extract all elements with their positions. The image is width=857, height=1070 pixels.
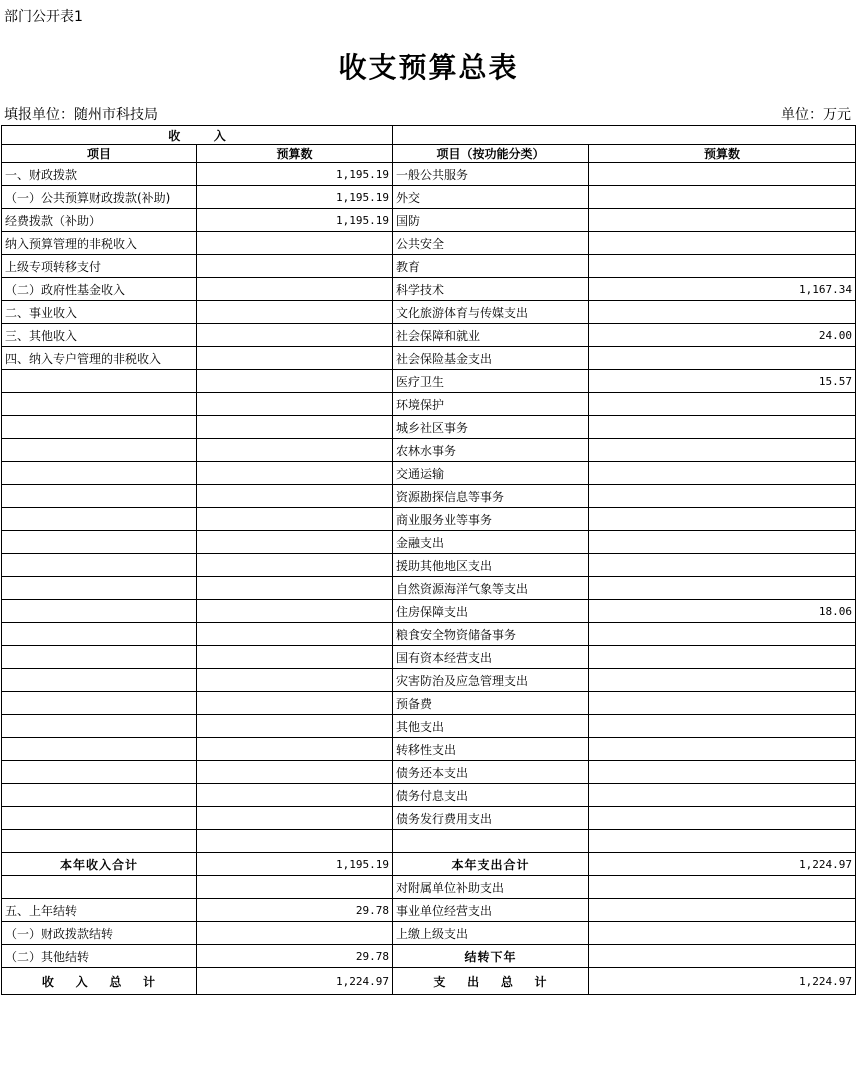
income-item-cell: 二、事业收入	[2, 301, 197, 324]
expense-budget-cell	[589, 554, 856, 577]
income-budget-cell	[197, 922, 393, 945]
expense-item-cell: 公共安全	[393, 232, 589, 255]
income-item-cell	[2, 876, 197, 899]
col-item-header: 项目	[2, 145, 197, 163]
expense-item-cell: 资源勘探信息等事务	[393, 485, 589, 508]
income-budget-cell: 29.78	[197, 899, 393, 922]
expense-item-cell: 住房保障支出	[393, 600, 589, 623]
table-row	[2, 278, 856, 301]
income-budget-cell: 1,195.19	[197, 163, 393, 186]
expense-item-cell: 事业单位经营支出	[393, 899, 589, 922]
table-row	[2, 577, 856, 600]
income-item-cell	[2, 531, 197, 554]
income-item-cell: 三、其他收入	[2, 324, 197, 347]
table-row	[2, 715, 856, 738]
table-row	[2, 209, 856, 232]
income-budget-cell	[197, 531, 393, 554]
income-item-cell	[2, 623, 197, 646]
table-row	[2, 416, 856, 439]
expense-item-cell: 一般公共服务	[393, 163, 589, 186]
expense-budget-cell	[589, 508, 856, 531]
income-budget-cell	[197, 232, 393, 255]
income-budget-cell	[197, 347, 393, 370]
income-budget-cell	[197, 761, 393, 784]
expense-budget-cell	[589, 485, 856, 508]
expense-budget-cell	[589, 715, 856, 738]
expense-item-cell: 粮食安全物资储备事务	[393, 623, 589, 646]
income-budget-cell	[197, 485, 393, 508]
income-budget-cell	[197, 255, 393, 278]
expense-item-cell: 债务还本支出	[393, 761, 589, 784]
income-item-cell	[2, 738, 197, 761]
income-item-cell: 上级专项转移支付	[2, 255, 197, 278]
income-item-cell: （二）其他结转	[2, 945, 197, 968]
expense-item-cell: 交通运输	[393, 462, 589, 485]
table-row	[2, 554, 856, 577]
table-row	[2, 186, 856, 209]
expense-item-cell: 国有资本经营支出	[393, 646, 589, 669]
expense-item-cell: 预备费	[393, 692, 589, 715]
table-row	[2, 462, 856, 485]
table-row	[2, 623, 856, 646]
document-label: 部门公开表1	[4, 9, 83, 25]
expense-budget-cell	[589, 439, 856, 462]
expense-budget-cell	[589, 692, 856, 715]
income-budget-cell	[197, 646, 393, 669]
expense-item-cell: 医疗卫生	[393, 370, 589, 393]
income-item-cell: （一）公共预算财政拨款(补助)	[2, 186, 197, 209]
table-row	[2, 669, 856, 692]
expense-budget-cell	[589, 945, 856, 968]
table-row	[2, 485, 856, 508]
expense-budget-cell	[589, 623, 856, 646]
income-budget-cell	[197, 876, 393, 899]
expense-budget-cell	[589, 784, 856, 807]
col-func-item-header: 项目（按功能分类）	[393, 145, 589, 163]
income-budget-cell: 1,195.19	[197, 186, 393, 209]
income-item-cell: 经费拨款（补助）	[2, 209, 197, 232]
income-item-cell: （二）政府性基金收入	[2, 278, 197, 301]
table-row	[2, 692, 856, 715]
income-item-cell	[2, 462, 197, 485]
income-budget-cell	[197, 416, 393, 439]
expense-item-cell: 对附属单位补助支出	[393, 876, 589, 899]
table-row	[2, 899, 856, 922]
table-row	[2, 646, 856, 669]
income-item-cell	[2, 508, 197, 531]
table-row	[2, 738, 856, 761]
income-budget-cell	[197, 324, 393, 347]
expense-budget-cell: 1,167.34	[589, 278, 856, 301]
expense-item-cell: 文化旅游体育与传媒支出	[393, 301, 589, 324]
table-row	[2, 393, 856, 416]
income-item-cell	[2, 692, 197, 715]
expense-item-cell: 本年支出合计	[393, 853, 589, 876]
income-item-cell	[2, 577, 197, 600]
expense-item-cell	[393, 830, 589, 853]
expense-item-cell: 债务发行费用支出	[393, 807, 589, 830]
expense-budget-cell	[589, 830, 856, 853]
expense-item-cell: 教育	[393, 255, 589, 278]
expense-item-cell: 援助其他地区支出	[393, 554, 589, 577]
income-budget-cell	[197, 577, 393, 600]
table-row	[2, 324, 856, 347]
expense-budget-cell	[589, 807, 856, 830]
expense-budget-cell	[589, 163, 856, 186]
expense-budget-cell	[589, 646, 856, 669]
expense-budget-cell	[589, 669, 856, 692]
expense-budget-cell: 18.06	[589, 600, 856, 623]
col-budget-header: 预算数	[197, 145, 393, 163]
income-budget-cell	[197, 692, 393, 715]
expense-budget-cell: 24.00	[589, 324, 856, 347]
expense-budget-cell	[589, 462, 856, 485]
expense-budget-cell	[589, 876, 856, 899]
expense-item-cell: 环境保护	[393, 393, 589, 416]
expense-budget-cell	[589, 922, 856, 945]
income-budget-cell	[197, 370, 393, 393]
income-budget-cell	[197, 623, 393, 646]
income-budget-cell	[197, 554, 393, 577]
table-row	[2, 531, 856, 554]
income-budget-cell: 1,195.19	[197, 853, 393, 876]
income-item-cell	[2, 761, 197, 784]
income-budget-cell	[197, 393, 393, 416]
income-budget-cell	[197, 784, 393, 807]
expense-budget-cell	[589, 738, 856, 761]
table-row	[2, 508, 856, 531]
reporting-unit: 填报单位：随州市科技局	[4, 107, 158, 123]
expense-budget-cell	[589, 899, 856, 922]
expense-item-cell: 农林水事务	[393, 439, 589, 462]
expense-budget-cell: 15.57	[589, 370, 856, 393]
expense-item-cell: 金融支出	[393, 531, 589, 554]
table-row	[2, 761, 856, 784]
income-budget-cell	[197, 278, 393, 301]
income-item-cell	[2, 554, 197, 577]
income-item-cell	[2, 784, 197, 807]
income-item-cell	[2, 416, 197, 439]
income-item-cell	[2, 600, 197, 623]
income-item-cell: 收 入 总 计	[2, 968, 197, 995]
expense-item-cell: 商业服务业等事务	[393, 508, 589, 531]
income-item-cell	[2, 669, 197, 692]
expense-item-cell: 社会保险基金支出	[393, 347, 589, 370]
table-row	[2, 784, 856, 807]
expense-item-cell: 其他支出	[393, 715, 589, 738]
expense-budget-cell	[589, 255, 856, 278]
expense-budget-cell	[589, 393, 856, 416]
income-item-cell	[2, 807, 197, 830]
header-column-row	[2, 145, 856, 163]
table-row	[2, 370, 856, 393]
income-budget-cell	[197, 807, 393, 830]
table-row	[2, 600, 856, 623]
income-budget-cell: 1,224.97	[197, 968, 393, 995]
table-row	[2, 439, 856, 462]
income-budget-cell	[197, 738, 393, 761]
expense-item-cell: 科学技术	[393, 278, 589, 301]
expense-item-cell: 自然资源海洋气象等支出	[393, 577, 589, 600]
income-item-cell	[2, 370, 197, 393]
expense-budget-cell	[589, 186, 856, 209]
income-budget-cell: 29.78	[197, 945, 393, 968]
income-item-cell	[2, 393, 197, 416]
table-row	[2, 876, 856, 899]
income-item-cell: 四、纳入专户管理的非税收入	[2, 347, 197, 370]
table-row	[2, 347, 856, 370]
income-item-cell	[2, 715, 197, 738]
expense-item-cell: 灾害防治及应急管理支出	[393, 669, 589, 692]
expense-item-cell: 上缴上级支出	[393, 922, 589, 945]
income-budget-cell	[197, 715, 393, 738]
expense-item-cell: 结转下年	[393, 945, 589, 968]
expense-item-cell: 社会保障和就业	[393, 324, 589, 347]
expense-budget-cell	[589, 577, 856, 600]
col-func-budget-header: 预算数	[589, 145, 856, 163]
table-row	[2, 922, 856, 945]
table-row	[2, 807, 856, 830]
expense-budget-cell	[589, 209, 856, 232]
income-budget-cell	[197, 830, 393, 853]
income-item-cell	[2, 485, 197, 508]
expense-item-cell: 支 出 总 计	[393, 968, 589, 995]
expense-budget-cell	[589, 761, 856, 784]
table-row	[2, 163, 856, 186]
table-row	[2, 255, 856, 278]
page-title: 收支预算总表	[338, 51, 519, 84]
header-group-row	[2, 126, 856, 145]
expense-item-cell: 国防	[393, 209, 589, 232]
income-item-cell: 本年收入合计	[2, 853, 197, 876]
expense-budget-cell	[589, 531, 856, 554]
income-budget-cell	[197, 439, 393, 462]
expense-group-header	[393, 126, 856, 145]
currency-unit: 单位：万元	[781, 107, 851, 123]
expense-budget-cell: 1,224.97	[589, 968, 856, 995]
table-row	[2, 232, 856, 255]
budget-summary-table	[1, 125, 856, 995]
expense-item-cell: 债务付息支出	[393, 784, 589, 807]
table-row	[2, 301, 856, 324]
income-group-header: 收 入	[2, 126, 393, 145]
expense-budget-cell	[589, 232, 856, 255]
income-item-cell: 一、财政拨款	[2, 163, 197, 186]
table-row	[2, 830, 856, 853]
income-budget-cell	[197, 508, 393, 531]
income-budget-cell	[197, 669, 393, 692]
income-budget-cell	[197, 600, 393, 623]
income-item-cell: 五、上年结转	[2, 899, 197, 922]
income-item-cell	[2, 830, 197, 853]
expense-budget-cell	[589, 416, 856, 439]
income-item-cell	[2, 439, 197, 462]
income-item-cell: 纳入预算管理的非税收入	[2, 232, 197, 255]
expense-budget-cell	[589, 347, 856, 370]
income-budget-cell: 1,195.19	[197, 209, 393, 232]
income-budget-cell	[197, 301, 393, 324]
table-row	[2, 853, 856, 876]
expense-budget-cell: 1,224.97	[589, 853, 856, 876]
expense-item-cell: 城乡社区事务	[393, 416, 589, 439]
income-item-cell: （一）财政拨款结转	[2, 922, 197, 945]
expense-item-cell: 转移性支出	[393, 738, 589, 761]
table-row	[2, 968, 856, 995]
income-budget-cell	[197, 462, 393, 485]
income-item-cell	[2, 646, 197, 669]
table-row	[2, 945, 856, 968]
expense-budget-cell	[589, 301, 856, 324]
expense-item-cell: 外交	[393, 186, 589, 209]
